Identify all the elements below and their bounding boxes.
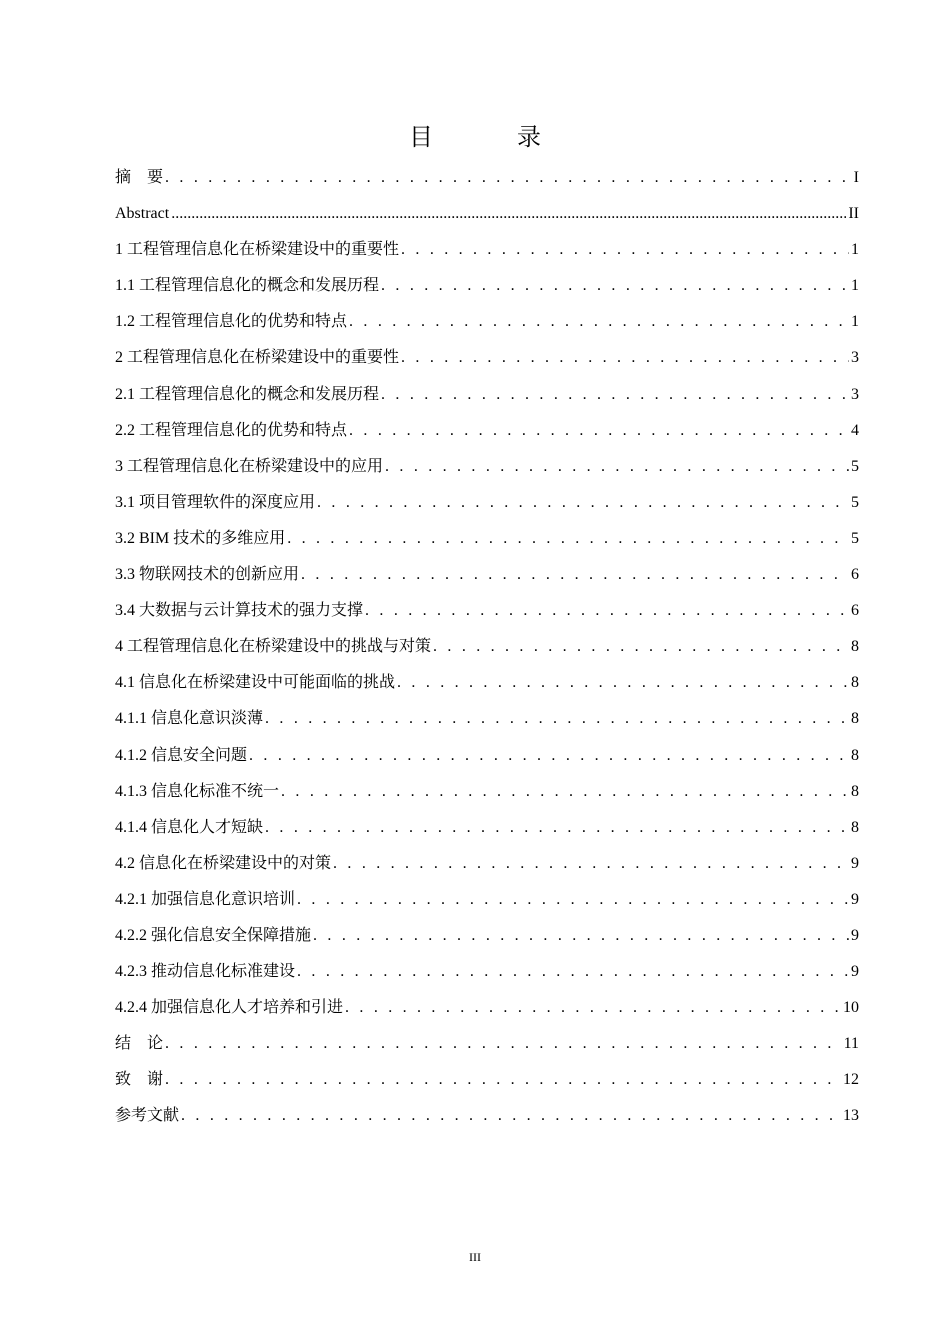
toc-entry-page: 6 xyxy=(851,602,859,620)
toc-entry-label: 4.2.2 强化信息安全保障措施 xyxy=(115,926,312,944)
toc-entry-page: 8 xyxy=(851,818,859,836)
toc-entry-page: 9 xyxy=(851,854,859,872)
toc-entry-page: 8 xyxy=(851,638,859,656)
toc-entry-chapter-4[interactable] xyxy=(115,629,859,665)
toc-leader xyxy=(297,882,849,918)
toc-leader xyxy=(165,1026,842,1062)
toc-leader xyxy=(349,413,849,449)
toc-entry-page: 1 xyxy=(851,277,859,295)
toc-entry-section-2-1[interactable] xyxy=(115,377,859,413)
toc-entry-label: 4.1.3 信息化标准不统一 xyxy=(115,782,280,800)
toc-entry-chapter-2[interactable] xyxy=(115,340,859,376)
toc-leader xyxy=(165,160,852,196)
toc-entry-label: 3.1 项目管理软件的深度应用 xyxy=(115,493,316,511)
toc-entry-section-4-2-1[interactable] xyxy=(115,882,859,918)
toc-leader xyxy=(165,1062,841,1098)
toc-entry-label: 4.2 信息化在桥梁建设中的对策 xyxy=(115,854,332,872)
toc-entry-page: II xyxy=(848,205,859,223)
toc-entry-section-2-2[interactable] xyxy=(115,413,859,449)
toc-entry-page: 13 xyxy=(843,1107,859,1125)
toc-entry-label: 4.2.1 加强信息化意识培训 xyxy=(115,890,296,908)
toc-entry-label: 2.2 工程管理信息化的优势和特点 xyxy=(115,421,348,439)
toc-entry-label: 3.4 大数据与云计算技术的强力支撑 xyxy=(115,602,364,620)
toc-leader xyxy=(401,232,849,268)
toc-leader xyxy=(385,449,849,485)
toc-entry-page: 5 xyxy=(851,529,859,547)
toc-entry-page: 8 xyxy=(851,746,859,764)
toc-entry-page: 6 xyxy=(851,566,859,584)
toc-leader xyxy=(317,485,849,521)
toc-entry-section-3-3[interactable] xyxy=(115,557,859,593)
toc-leader xyxy=(349,304,849,340)
toc-entry-references[interactable] xyxy=(115,1098,859,1134)
toc-entry-label: 1.2 工程管理信息化的优势和特点 xyxy=(115,313,348,331)
toc-entry-label: 2.1 工程管理信息化的概念和发展历程 xyxy=(115,385,380,403)
toc-entry-label: 4.2.4 加强信息化人才培养和引进 xyxy=(115,999,344,1017)
toc-leader xyxy=(287,521,849,557)
toc-entry-label: 4 工程管理信息化在桥梁建设中的挑战与对策 xyxy=(115,638,432,656)
toc-entry-acknowledgements[interactable] xyxy=(115,1062,859,1098)
toc-entry-section-3-2[interactable] xyxy=(115,521,859,557)
toc-entry-label: 4.1.4 信息化人才短缺 xyxy=(115,818,264,836)
toc-entry-label: 2 工程管理信息化在桥梁建设中的重要性 xyxy=(115,349,400,367)
toc-entry-section-4-1-2[interactable] xyxy=(115,738,859,774)
toc-leader xyxy=(281,774,849,810)
toc-entry-section-4-1-4[interactable] xyxy=(115,810,859,846)
toc-leader xyxy=(333,846,849,882)
toc-entry-page: 3 xyxy=(851,349,859,367)
toc-entry-page: 8 xyxy=(851,782,859,800)
toc-entry-page: 8 xyxy=(851,710,859,728)
toc-entry-page: 1 xyxy=(851,241,859,259)
toc-entry-page: 9 xyxy=(851,926,859,944)
toc-leader xyxy=(265,810,849,846)
toc-entry-label: 1 工程管理信息化在桥梁建设中的重要性 xyxy=(115,241,400,259)
toc-entry-section-4-1[interactable] xyxy=(115,665,859,701)
toc-entry-abstract-en[interactable] xyxy=(115,196,859,232)
page-number-footer: III xyxy=(469,1250,481,1264)
toc-leader xyxy=(381,377,849,413)
toc-entry-label: 3.2 BIM 技术的多维应用 xyxy=(115,529,286,547)
toc-leader xyxy=(345,990,841,1026)
toc-entry-chapter-3[interactable] xyxy=(115,449,859,485)
toc-leader xyxy=(401,340,849,376)
toc-entry-section-4-2-4[interactable] xyxy=(115,990,859,1026)
toc-entry-label: Abstract xyxy=(115,205,170,223)
toc-entry-label: 4.1.2 信息安全问题 xyxy=(115,746,248,764)
toc-entry-section-4-2[interactable] xyxy=(115,846,859,882)
toc-leader xyxy=(297,954,849,990)
toc-entry-label: 4.1.1 信息化意识淡薄 xyxy=(115,710,264,728)
toc-entry-label: 4.2.3 推动信息化标准建设 xyxy=(115,963,296,981)
toc-leader xyxy=(249,738,849,774)
toc-entry-page: 9 xyxy=(851,963,859,981)
toc-entry-section-1-1[interactable] xyxy=(115,268,859,304)
toc-entry-label: 3.3 物联网技术的创新应用 xyxy=(115,566,300,584)
toc-leader xyxy=(181,1098,841,1134)
toc-entry-page: 3 xyxy=(851,385,859,403)
toc-entry-section-1-2[interactable] xyxy=(115,304,859,340)
toc-entry-label: 1.1 工程管理信息化的概念和发展历程 xyxy=(115,277,380,295)
toc-entry-section-3-1[interactable] xyxy=(115,485,859,521)
toc-entry-section-3-4[interactable] xyxy=(115,593,859,629)
toc-entry-label: 结 论 xyxy=(115,1035,164,1053)
toc-entry-page: 4 xyxy=(851,421,859,439)
toc-leader xyxy=(265,701,849,737)
toc-leader xyxy=(381,268,849,304)
toc-entry-page: 8 xyxy=(851,674,859,692)
toc-entry-section-4-2-2[interactable] xyxy=(115,918,859,954)
toc-entry-page: 9 xyxy=(851,890,859,908)
toc-entry-page: 1 xyxy=(851,313,859,331)
toc-entry-label: 3 工程管理信息化在桥梁建设中的应用 xyxy=(115,457,384,475)
toc-entry-abstract-cn[interactable] xyxy=(115,160,859,196)
toc-leader xyxy=(301,557,849,593)
toc-entry-page: 10 xyxy=(843,999,859,1017)
toc-entry-page: 12 xyxy=(843,1071,859,1089)
toc-entry-page: 5 xyxy=(851,457,859,475)
toc-leader xyxy=(433,629,849,665)
toc-leader xyxy=(397,665,849,701)
toc-leader xyxy=(171,196,846,232)
toc-entry-conclusion[interactable] xyxy=(115,1026,859,1062)
toc-entry-page: 11 xyxy=(843,1035,859,1053)
toc-leader xyxy=(365,593,849,629)
toc-entry-section-4-1-1[interactable] xyxy=(115,701,859,737)
toc-leader xyxy=(313,918,849,954)
toc-entry-section-4-2-3[interactable] xyxy=(115,954,859,990)
toc-entry-section-4-1-3[interactable] xyxy=(115,774,859,810)
toc-title: 目 录 xyxy=(409,125,571,151)
toc-entry-page: 5 xyxy=(851,493,859,511)
toc-entry-label: 4.1 信息化在桥梁建设中可能面临的挑战 xyxy=(115,674,396,692)
toc-entry-label: 致 谢 xyxy=(115,1071,164,1089)
toc-entry-page: I xyxy=(853,169,859,186)
toc-entry-chapter-1[interactable] xyxy=(115,232,859,268)
toc-entry-label: 摘 要 xyxy=(115,169,164,186)
toc-list xyxy=(115,160,859,1135)
toc-entry-label: 参考文献 xyxy=(115,1107,180,1125)
